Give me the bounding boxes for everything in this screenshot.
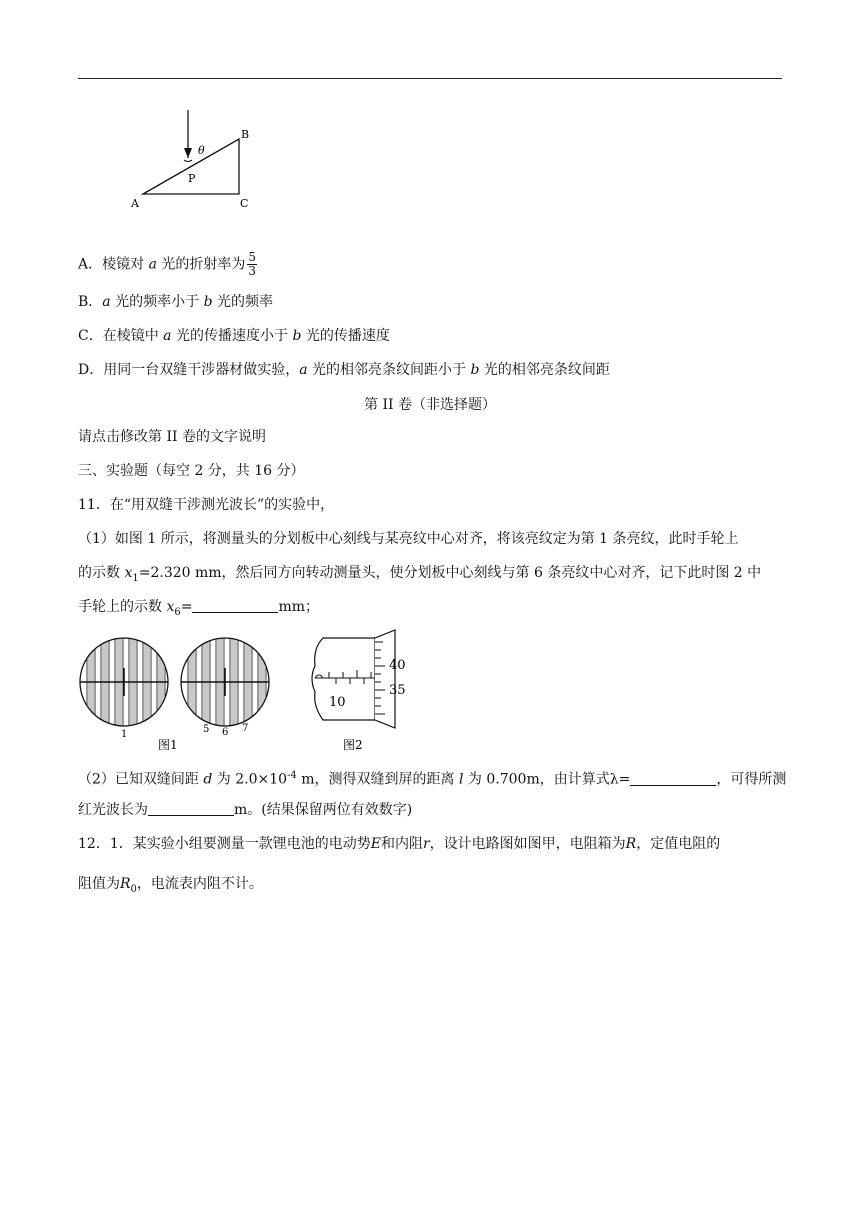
option-c: C．在棱镜中 a 光的传播速度小于 b 光的传播速度 xyxy=(78,328,390,344)
point-p-label: P xyxy=(188,172,196,185)
fig1-label-5: 5 xyxy=(203,724,210,735)
fig1-label-7: 7 xyxy=(242,723,249,734)
answer-blank-x6 xyxy=(192,598,278,613)
q11-part1-line2: 的示数 $x_1=2.320$ mm，然后同方向转动测量头，使分划板中心刻线与第 6 条亮纹中心对齐，记下此时图 2 中 xyxy=(78,565,762,584)
q12-line2: 阻值为$R_0$，电流表内阻不计。 xyxy=(78,876,263,895)
point-c-label: C xyxy=(240,197,249,210)
option-a: A．棱镜对 a 光的折射率为 $\frac{5}{3}$ xyxy=(78,250,257,278)
scale-10: 10 xyxy=(329,695,346,710)
fraction: $\frac{5}{3}$ xyxy=(248,250,257,278)
fig1-caption: 图1 xyxy=(158,738,178,752)
q12-line1: 12．1．某实验小组要测量一款锂电池的电动势E和内阻r，设计电路图如图甲，电阻箱为R，定值电阻的 xyxy=(78,836,721,852)
answer-blank-formula xyxy=(630,771,716,786)
fig1-label-6: 6 xyxy=(222,727,229,738)
q11-part1-line3: 手轮上的示数 $x_6=$ mm； xyxy=(78,599,320,618)
option-d: D．用同一台双缝干涉器材做实验，a 光的相邻亮条纹间距小于 b 光的相邻亮条纹间距 xyxy=(78,362,610,378)
answer-blank-wavelength xyxy=(148,801,234,816)
fig1-label-1: 1 xyxy=(121,729,128,740)
scale-35: 35 xyxy=(389,683,406,698)
q11-part2-line1: （2）已知双缝间距 d 为 $2.0\times 10^{-4}$ m，测得双缝到屏的距离 l 为 0.700m，由计算式λ= ，可得所测 xyxy=(78,770,787,788)
theta-label: θ xyxy=(198,144,205,157)
section2-title: 第 II 卷（非选择题） xyxy=(364,397,496,413)
prism-figure xyxy=(128,108,268,214)
figure-1-interference xyxy=(78,632,288,754)
q11-part1-line1: （1）如图 1 所示，将测量头的分划板中心刻线与某亮纹中心对齐，将该亮纹定为第 1 条亮纹，此时手轮上 xyxy=(78,531,739,547)
header-rule xyxy=(78,78,782,79)
q11-part2-line2: 红光波长为 m。(结果保留两位有效数字) xyxy=(78,802,413,818)
point-a-label: A xyxy=(131,197,139,210)
section2-note: 请点击修改第 II 卷的文字说明 xyxy=(78,429,266,445)
q11-stem: 11．在“用双缝干涉测光波长”的实验中， xyxy=(78,497,335,513)
point-b-label: B xyxy=(241,128,250,141)
figure-2-micrometer xyxy=(305,626,415,754)
fig2-caption: 图2 xyxy=(343,738,363,752)
scale-40: 40 xyxy=(389,658,406,673)
section3-heading: 三、实验题（每空 2 分，共 16 分） xyxy=(78,463,305,479)
option-b: B．a 光的频率小于 b 光的频率 xyxy=(78,294,273,310)
